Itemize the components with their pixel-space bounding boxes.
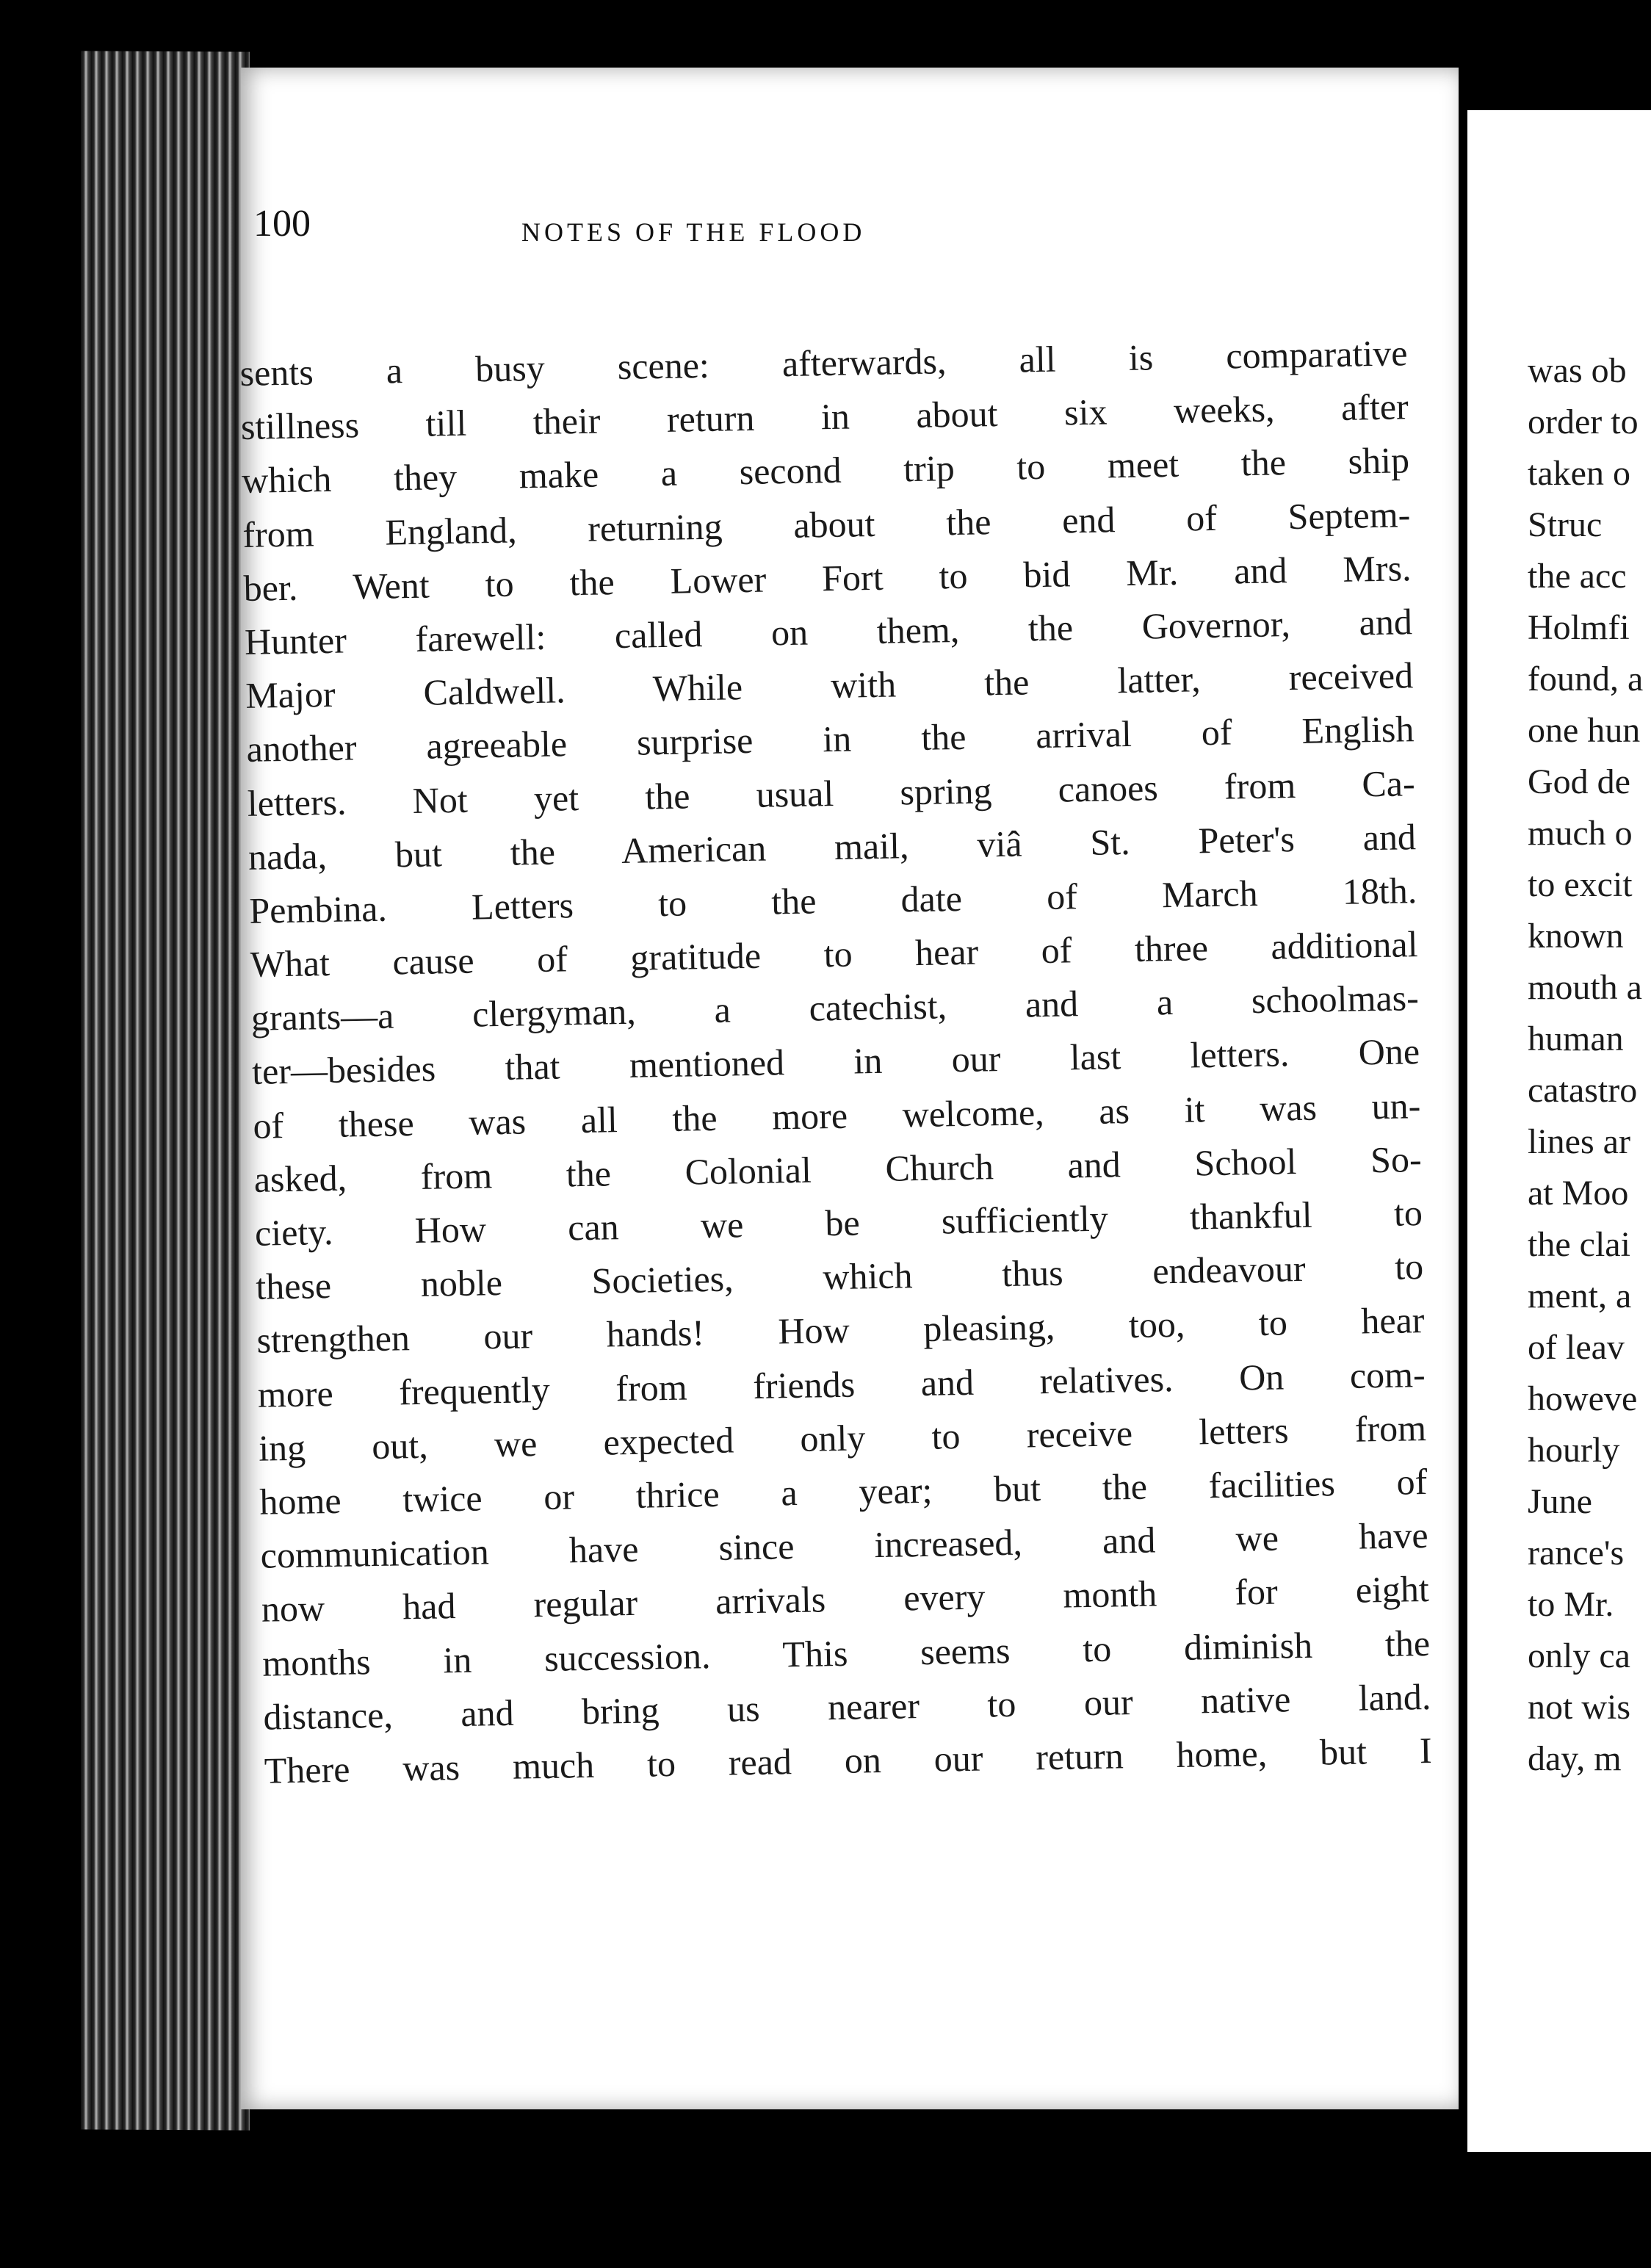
text-line: ment, a (1528, 1276, 1632, 1315)
text-line: ciety. How can we be sufficiently thankful to (254, 1192, 1423, 1254)
text-line: June (1528, 1482, 1592, 1521)
text-line: day, m (1528, 1739, 1622, 1778)
text-line: What cause of gratitude to hear of three additional (250, 923, 1418, 985)
right-page (1467, 110, 1651, 2152)
text-line: much o (1528, 814, 1633, 853)
text-line: of these was all the more welcome, as it was un- (253, 1084, 1421, 1146)
text-line: not wis (1528, 1688, 1631, 1727)
text-line: nada, but the American mail, viâ St. Peter's and (248, 815, 1417, 878)
text-line: the acc (1528, 557, 1627, 596)
text-line: ter—besides that mentioned in our last letters. One (251, 1030, 1420, 1093)
text-line: Hunter farewell: called on them, the Governor, and (244, 601, 1413, 662)
text-line: at Moo (1528, 1174, 1629, 1213)
book-page-edges (81, 51, 250, 2130)
text-line: months in succession. This seems to diminish the (261, 1622, 1431, 1684)
text-line: the clai (1528, 1225, 1630, 1264)
text-line: asked, from the Colonial Church and School So- (253, 1138, 1423, 1200)
text-line: was ob (1528, 351, 1627, 390)
text-line: stillness till their return in about six weeks, after (240, 386, 1409, 448)
text-line: communication have since increased, and we have (260, 1514, 1428, 1576)
text-line: strengthen our hands! How pleasing, too, to hear (256, 1299, 1425, 1362)
text-line: taken o (1528, 454, 1630, 493)
running-title: NOTES OF THE FLOOD (521, 217, 866, 247)
text-line: now had regular arrivals every month for eight (261, 1568, 1430, 1630)
running-head (253, 202, 1164, 268)
text-line: lines ar (1528, 1122, 1630, 1161)
text-line: one hun (1528, 711, 1641, 750)
text-line: home twice or thrice a year; but the facilities of (259, 1460, 1428, 1523)
text-line: more frequently from friends and relatives. On com- (257, 1353, 1426, 1415)
text-line: known (1528, 917, 1624, 956)
text-line: rance's (1528, 1534, 1625, 1572)
text-line: these noble Societies, which thus endeavour to (255, 1246, 1424, 1307)
text-line: only ca (1528, 1636, 1630, 1675)
text-line: There was much to read on our return home, but I (264, 1729, 1433, 1791)
text-line: letters. Not yet the usual spring canoes from Ca- (247, 762, 1416, 824)
text-line: order to (1528, 402, 1639, 441)
text-line: found, a (1528, 660, 1644, 698)
text-line: to Mr. (1528, 1585, 1614, 1624)
text-line: Struc (1528, 505, 1603, 544)
text-line: ing out, we expected only to receive letters from (258, 1406, 1427, 1469)
text-line: ber. Went to the Lower Fort to bid Mr. and Mrs. (243, 546, 1412, 609)
text-line: Holmfi (1528, 608, 1630, 647)
right-page-text (1528, 345, 1651, 1785)
text-line: from England, returning about the end of Septem- (242, 493, 1411, 555)
text-line: grants—a clergyman, a catechist, and a schoolmas- (250, 977, 1420, 1039)
text-line: sents a busy scene: afterwards, all is comparative (239, 332, 1408, 394)
left-page-text (239, 326, 1432, 1798)
text-line: distance, and bring us nearer to our native land. (263, 1675, 1431, 1738)
text-line: hourly (1528, 1431, 1620, 1470)
text-line: God de (1528, 762, 1630, 801)
text-line: which they make a second trip to meet the ship (241, 439, 1410, 502)
text-line: Major Caldwell. While with the latter, received (245, 654, 1414, 717)
text-line: mouth a (1528, 968, 1642, 1007)
text-line: Pembina. Letters to the date of March 18th. (248, 870, 1417, 931)
text-line: another agreeable surprise in the arrival of English (246, 708, 1415, 770)
text-line: to excit (1528, 865, 1633, 904)
page-number: 100 (253, 203, 311, 245)
text-line: catastro (1528, 1071, 1638, 1110)
text-line: of leav (1528, 1328, 1625, 1367)
text-line: human (1528, 1019, 1624, 1058)
text-line: howeve (1528, 1379, 1638, 1418)
